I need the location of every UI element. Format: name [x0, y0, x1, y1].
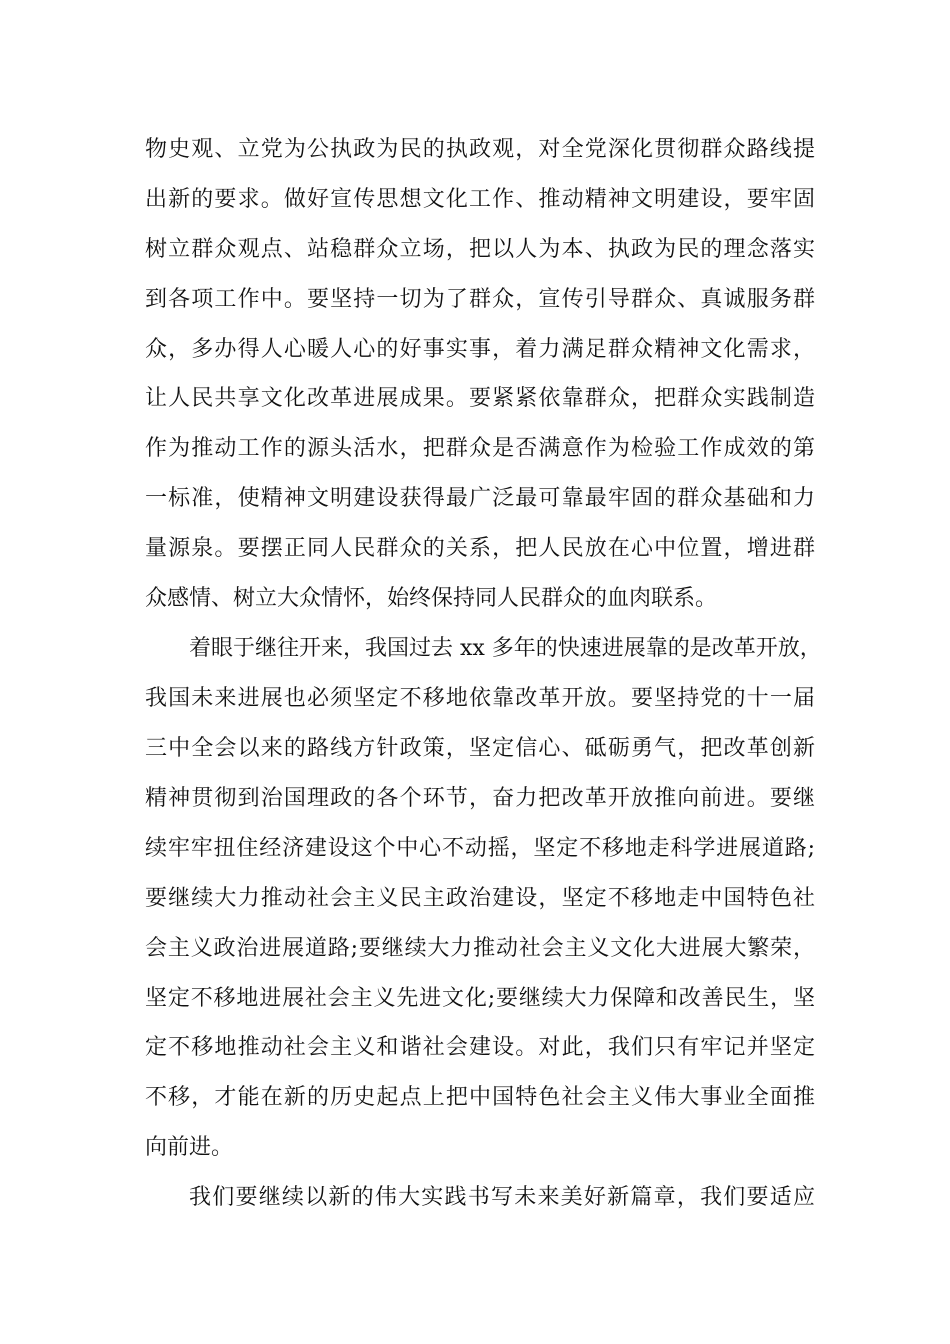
text-line: 会主义政治进展道路;要继续大力推动社会主义文化大进展大繁荣，: [145, 936, 815, 961]
text-line: 续牢牢扭住经济建设这个中心不动摇，坚定不移地走科学进展道路;: [145, 836, 815, 861]
text-line: 作为推动工作的源头活水，把群众是否满意作为检验工作成效的第: [145, 436, 815, 461]
text-line: 一标准，使精神文明建设获得最广泛最可靠最牢固的群众基础和力: [145, 486, 815, 511]
text-line: 树立群众观点、站稳群众立场，把以人为本、执政为民的理念落实: [145, 237, 815, 262]
paragraph-first-line: 着眼于继往开来，我国过去 xx 多年的快速进展靠的是改革开放，: [189, 636, 822, 661]
text-line: 不移，才能在新的历史起点上把中国特色社会主义伟大事业全面推: [145, 1085, 815, 1110]
text-line: 三中全会以来的路线方针政策，坚定信心、砥砺勇气，把改革创新: [145, 736, 815, 761]
text-line: 到各项工作中。要坚持一切为了群众，宣传引导群众、真诚服务群: [145, 287, 815, 312]
text-line: 向前进。: [145, 1135, 234, 1160]
text-line: 定不移地推动社会主义和谐社会建设。对此，我们只有牢记并坚定: [145, 1035, 815, 1060]
text-line: 众，多办得人心暖人心的好事实事，着力满足群众精神文化需求，: [145, 337, 815, 362]
text-line: 众感情、树立大众情怀，始终保持同人民群众的血肉联系。: [145, 586, 718, 611]
text-line: 要继续大力推动社会主义民主政治建设，坚定不移地走中国特色社: [145, 886, 815, 911]
text-line: 让人民共享文化改革进展成果。要紧紧依靠群众，把群众实践制造: [145, 386, 815, 411]
text-line: 坚定不移地进展社会主义先进文化;要继续大力保障和改善民生，坚: [145, 986, 815, 1011]
text-line: 出新的要求。做好宣传思想文化工作、推动精神文明建设，要牢固: [145, 187, 815, 212]
text-line: 精神贯彻到治国理政的各个环节，奋力把改革开放推向前进。要继: [145, 786, 815, 811]
paragraph-first-line: 我们要继续以新的伟大实践书写未来美好新篇章，我们要适应: [189, 1185, 815, 1210]
text-line: 物史观、立党为公执政为民的执政观，对全党深化贯彻群众路线提: [145, 137, 815, 162]
text-line: 量源泉。要摆正同人民群众的关系，把人民放在心中位置，增进群: [145, 536, 815, 561]
text-line: 我国未来进展也必须坚定不移地依靠改革开放。要坚持党的十一届: [145, 686, 815, 711]
